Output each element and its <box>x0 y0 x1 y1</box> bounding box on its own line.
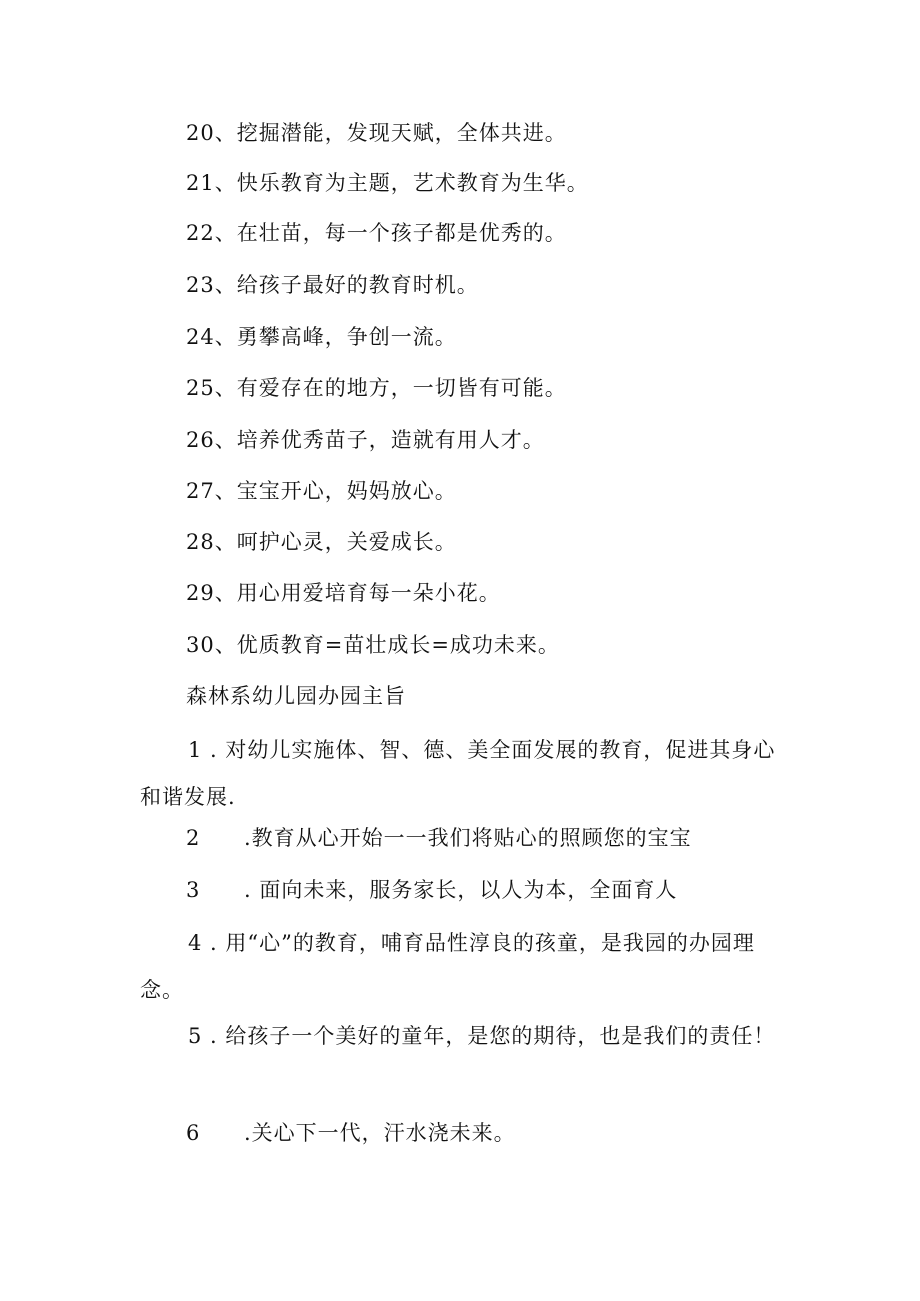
slogan-line-28: 28、呵护心灵，关爱成长。 <box>186 530 457 554</box>
item-text: . 面向未来，服务家长，以人为本，全面育人 <box>244 878 678 902</box>
principle-item-1: 1 . 对幼儿实施体、智、德、美全面发展的教育，促进其身心和谐发展. <box>140 738 776 809</box>
section-title: 森林系幼儿园办园主旨 <box>186 684 406 708</box>
item-text: .教育从心开始一一我们将贴心的照顾您的宝宝 <box>244 826 692 850</box>
slogan-line-25: 25、有爱存在的地方，一切皆有可能。 <box>186 376 567 400</box>
principle-item-3 <box>186 875 677 905</box>
principle-item-2 <box>186 823 692 853</box>
slogan-line-23: 23、给孩子最好的教育时机。 <box>186 273 479 297</box>
principle-item-5: 5 . 给孩子一个美好的童年，是您的期待，也是我们的责任！ <box>188 1024 776 1048</box>
principle-item-4: 4 . 用“心”的教育，哺育品性淳良的孩童，是我园的办园理念。 <box>140 931 755 1002</box>
item-number: 3 <box>186 878 201 902</box>
slogan-line-20: 20、挖掘潜能，发现天赋，全体共进。 <box>186 121 567 145</box>
item-number: 6 <box>186 1121 201 1145</box>
slogan-line-24: 24、勇攀高峰，争创一流。 <box>186 325 457 349</box>
slogan-line-26: 26、培养优秀苗子，造就有用人才。 <box>186 428 545 452</box>
slogan-line-22: 22、在壮苗，每一个孩子都是优秀的。 <box>186 221 567 245</box>
slogan-line-27: 27、宝宝开心，妈妈放心。 <box>186 479 457 503</box>
item-number: 2 <box>186 826 201 850</box>
item-text: .关心下一代，汗水浇未来。 <box>244 1121 516 1145</box>
slogan-line-30: 30、优质教育=苗壮成长=成功未来。 <box>186 633 560 657</box>
slogan-line-29: 29、用心用爱培育每一朵小花。 <box>186 581 501 605</box>
slogan-line-21: 21、快乐教育为主题，艺术教育为生华。 <box>186 171 589 195</box>
principle-item-6 <box>186 1118 516 1148</box>
